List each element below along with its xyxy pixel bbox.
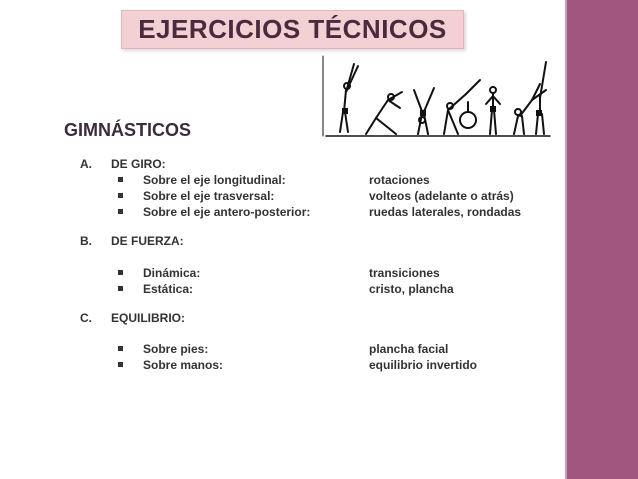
gymnast-sequence-illustration [318, 50, 558, 145]
group-b-letter: B. [80, 234, 92, 248]
group-a-item-2-label: Sobre el eje trasversal: [143, 189, 275, 203]
title-box [121, 10, 464, 49]
bullet-icon [118, 177, 123, 182]
group-c-heading: EQUILIBRIO: [111, 311, 185, 325]
bullet-icon [118, 193, 123, 198]
bullet-icon [118, 270, 123, 275]
group-a-letter: A. [80, 157, 92, 171]
group-c-letter: C. [80, 311, 92, 325]
group-c-item-1-value: plancha facial [369, 342, 449, 356]
group-c-item-2-value: equilibrio invertido [369, 358, 478, 372]
group-a-item-3-label: Sobre el eje antero-posterior: [143, 205, 311, 219]
group-c-item-1-label: Sobre pies: [143, 342, 209, 356]
slide-title: EJERCICIOS TÉCNICOS [138, 14, 447, 44]
group-b-heading: DE FUERZA: [111, 234, 184, 248]
group-a-item-1-label: Sobre el eje longitudinal: [143, 173, 286, 187]
group-a-item-1-value: rotaciones [369, 173, 430, 187]
bullet-icon [118, 286, 123, 291]
bullet-icon [118, 346, 123, 351]
bullet-icon [118, 209, 123, 214]
group-b-item-1-label: Dinámica: [143, 266, 201, 280]
group-b-item-2-value: cristo, plancha [369, 282, 454, 296]
bullet-icon [118, 362, 123, 367]
group-a-item-3-value: ruedas laterales, rondadas [369, 205, 522, 219]
group-a-heading: DE GIRO: [111, 157, 166, 171]
side-stripe [567, 0, 638, 479]
group-b-item-1-value: transiciones [369, 266, 440, 280]
group-b-item-2-label: Estática: [143, 282, 194, 296]
group-c-item-2-label: Sobre manos: [143, 358, 224, 372]
group-a-item-2-value: volteos (adelante o atrás) [369, 189, 514, 203]
section-title: GIMNÁSTICOS [64, 120, 192, 140]
